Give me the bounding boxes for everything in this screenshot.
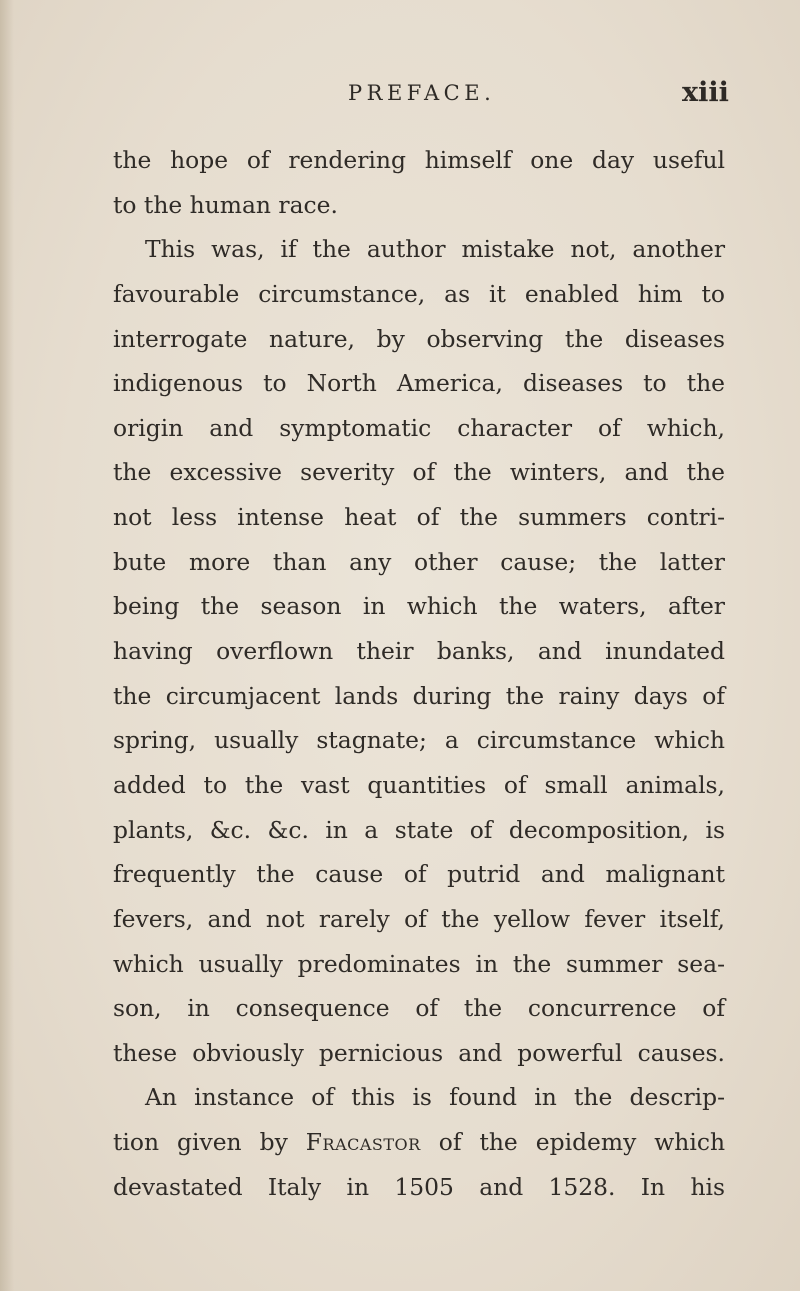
text-line: having overflown their banks, and inundated [113, 637, 725, 666]
text-line: being the season in which the waters, after [113, 592, 725, 621]
text-line [113, 1120, 725, 1165]
text-line: spring, usually stagnate; a circumstance which [113, 726, 725, 755]
page-header [0, 78, 800, 118]
text-line: bute more than any other cause; the latter [113, 547, 725, 576]
text-line: the excessive severity of the winters, and the [113, 458, 725, 487]
text-line: fevers, and not rarely of the yellow fever itself, [113, 904, 725, 933]
body-text [113, 138, 725, 1209]
text-line: An instance of this is found in the descrip- [145, 1083, 725, 1112]
text-segment: of the epidemy which [438, 1128, 726, 1157]
text-line: frequently the cause of putrid and malignant [113, 860, 725, 889]
text-line: plants, &c. &c. in a state of decomposition, is [113, 815, 725, 844]
text-line: devastated Italy in 1505 and 1528. In his [113, 1172, 725, 1201]
text-line: these obviously pernicious and powerful causes. [113, 1038, 725, 1067]
text-line: This was, if the author mistake not, another [145, 235, 725, 264]
text-line: favourable circumstance, as it enabled him to [113, 279, 725, 308]
author-name-fracastor: Fracastor [305, 1128, 421, 1157]
text-line: the hope of rendering himself one day useful [113, 146, 725, 174]
page-gutter-shadow [0, 0, 14, 1291]
text-line: son, in consequence of the concurrence of [113, 994, 725, 1023]
text-line: to the human race. [113, 190, 338, 219]
text-line: which usually predominates in the summer sea- [113, 949, 725, 978]
text-line: the circumjacent lands during the rainy days of [113, 681, 725, 710]
running-head: PREFACE. [348, 81, 496, 105]
text-line: interrogate nature, by observing the diseases [113, 324, 725, 353]
text-line: origin and symptomatic character of which, [113, 413, 725, 442]
page-number: xiii [682, 77, 729, 108]
text-line: indigenous to North America, diseases to the [113, 369, 725, 398]
text-line: added to the vast quantities of small animals, [113, 770, 725, 799]
text-segment: tion given by [113, 1128, 288, 1157]
text-line: not less intense heat of the summers contri- [113, 503, 725, 532]
